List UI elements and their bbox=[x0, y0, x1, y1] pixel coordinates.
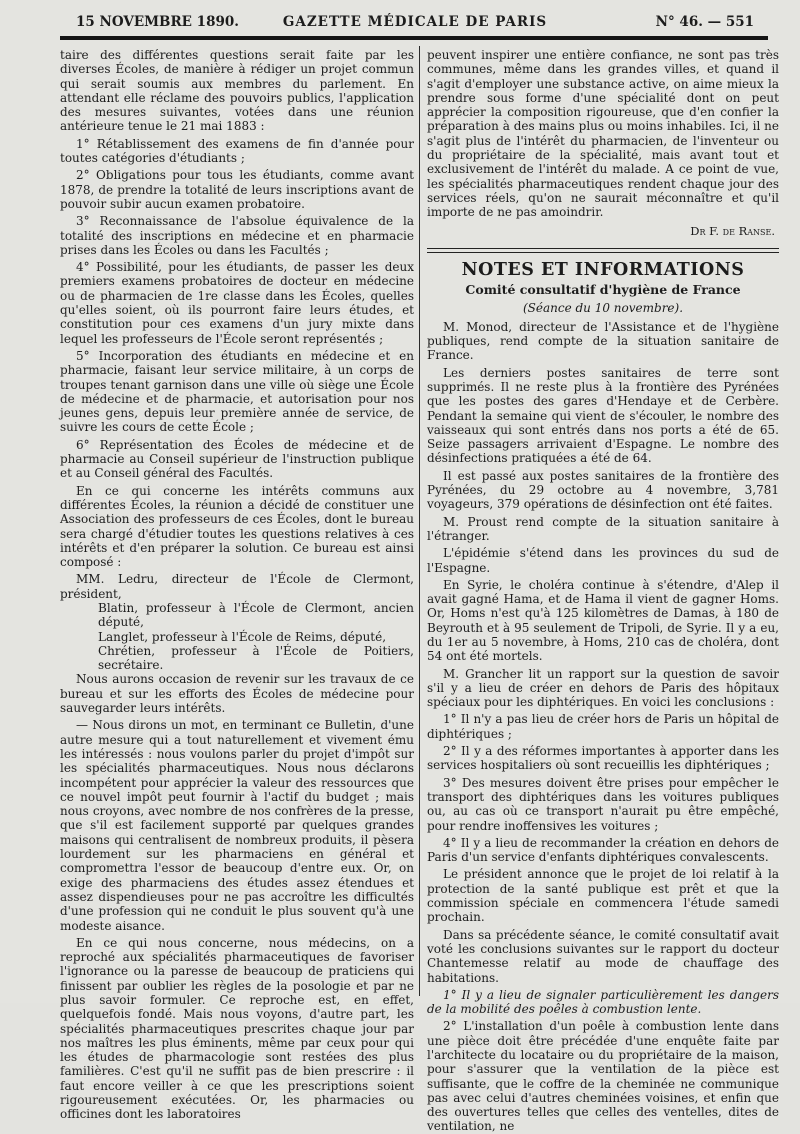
bulletin-paragraph: — Nous dirons un mot, en terminant ce Bulletin, d'une autre mesure qui a tout naturellement et vivement ému les intéressés : nous voulons parler du projet d'impôt sur les spécialités pharmaceutiques. Nous nous déclarons incompétent pour apprécier la valeur des ressources que ce nouvel impôt peut fournir à l'actif du budget ; mais nous croyons, avec nombre de nos confrères de la presse, que s'il est facilement supporté par quelques grandes maisons qui centralisent de nombreux produits, il pèsera lourdement sur les pharmaciens en général et compromettra l'essor de beaucoup d'entre eux. Or, on exige des pharmaciens des études assez étendues et assez dispendieuses pour ne pas accroître les difficultés d'une profession qui ne conduit le plus souvent qu'à une modeste aisance. bbox=[60, 718, 414, 933]
report-paragraph: Les derniers postes sanitaires de terre sont supprimés. Il ne reste plus à la frontière des Pyrénées que les postes des gares d'Hendaye et de Cerbère. Pendant la semaine qui vient de s'écouler, le nombre des vaisseaux qui sont entrés dans nos ports a été de 65. Seize passagers arrivaient d'Espagne. Le nombre des désinfections pratiquées a été de 64. bbox=[427, 365, 779, 466]
report-paragraph: L'épidémie s'étend dans les provinces du sud de l'Espagne. bbox=[427, 546, 779, 575]
report-paragraph: Dans sa précédente séance, le comité consultatif avait voté les conclusions suivantes sur le rapport du docteur Chantemesse relatif au mode de chauffage des habitations. bbox=[427, 927, 779, 985]
report-paragraph: Le président annonce que le projet de loi relatif à la protection de la santé publique est prêt et que la commission spéciale en commencera l'étude samedi prochain. bbox=[427, 867, 779, 925]
author-signature: Dr F. de Ranse. bbox=[690, 223, 775, 238]
intro-paragraph: taire des différentes questions serait faite par les diverses Écoles, de manière à rédiger un projet commun qui serait soumis aux membres du parlement. En attendant elle réclame des pouvoirs publics, l'application des mesures suivantes, votées dans une réunion antérieure tenue le 21 mai 1883 : bbox=[60, 48, 414, 134]
bureau-member: Chrétien, professeur à l'École de Poitiers, secrétaire. bbox=[98, 643, 414, 673]
section-subtitle: Comité consultatif d'hygiène de France bbox=[465, 282, 741, 298]
conclusion-item: 3° Des mesures doivent être prises pour empêcher le transport des diphtériques dans les voitures publiques ou, au cas où ce transport n'aurait pu être empêché, pour rendre inoffensives les voitures ; bbox=[427, 775, 779, 833]
header-title: GAZETTE MÉDICALE DE PARIS bbox=[282, 14, 548, 30]
page-header bbox=[70, 8, 760, 30]
measure-item: 4° Possibilité, pour les étudiants, de passer les deux premiers examens probatoires de docteur en médecine ou de pharmacien de 1re classe dans les Écoles, quelles qu'elles soient, où ils pourront faire leurs études, et constitution pour ces examens d'un jury mixte dans lequel les professeurs de l'École seront représentés ; bbox=[60, 260, 414, 346]
bureau-member: Langlet, professeur à l'École de Reims, député, bbox=[98, 629, 387, 644]
measure-item: 1° Rétablissement des examens de fin d'année pour toutes catégories d'étudiants ; bbox=[60, 136, 414, 166]
bureau-member: MM. Ledru, directeur de l'École de Clermont, président, bbox=[60, 572, 414, 601]
doctors-paragraph: En ce qui nous concerne, nous médecins, on a reproché aux spécialités pharmaceutiques de favoriser l'ignorance ou la paresse de beaucoup de praticiens qui finissent par oublier les règles de la posologie et par ne plus savoir formuler. Ce reproche est, en effet, quelquefois fondé. Mais nous voyons, d'autre part, les spécialités pharmaceutiques prescrites chaque jour par nos maîtres les plus éminents, même par ceux pour qui les études de pharmacologie sont restées des plus familières. C'est qu'il ne suffit pas de bien prescrire : il faut encore veiller à ce que les prescriptions soient rigoureusement exécutées. Or, les pharmacies ou officines dont les laboratoires bbox=[60, 935, 414, 1122]
section-separator bbox=[427, 248, 779, 253]
association-paragraph: En ce qui concerne les intérêts communs aux différentes Écoles, la réunion a décidé de constituer une Association des professeurs de ces Écoles, dont le bureau sera chargé d'étudier toutes les questions relatives à ces intérêts et d'en préparer la solution. Ce bureau est ainsi composé : bbox=[60, 483, 414, 570]
measure-item: 3° Reconnaissance de l'absolue équivalence de la totalité des inscriptions en médecine et en pharmacie prises dans les Écoles ou dans les Facultés ; bbox=[60, 214, 414, 257]
conclusion-item: 2° Il y a des réformes importantes à apporter dans les services hospitaliers où sont recueillis les diphtériques ; bbox=[427, 744, 779, 773]
report-paragraph: M. Grancher lit un rapport sur la question de savoir s'il y a lieu de créer en dehors de Paris des hôpitaux spéciaux pour les diphtériques. En voici les conclusions : bbox=[427, 666, 779, 710]
header-rule bbox=[60, 36, 768, 40]
follow-up-paragraph: Nous aurons occasion de revenir sur les travaux de ce bureau et sur les efforts des Écoles de médecine pour sauvegarder leurs intérêts. bbox=[60, 672, 414, 716]
report-paragraph: Il est passé aux postes sanitaires de la frontière des Pyrénées, du 29 octobre au 4 novembre, 3,781 voyageurs, 379 opérations de désinfection ont été faites. bbox=[427, 468, 779, 512]
right-column bbox=[427, 48, 779, 1134]
left-column bbox=[60, 48, 414, 1122]
measure-item: 5° Incorporation des étudiants en médecine et en pharmacie, faisant leur service militaire, à un corps de troupes tenant garnison dans une ville où siège une École de médecine et de pharmacie, et autorisation pour nos jeunes gens, depuis leur première année de service, de suivre les cours de cette École ; bbox=[60, 348, 414, 435]
section-date-text: (Séance du 10 novembre). bbox=[522, 301, 684, 316]
conclusion-item: 1° Il n'y a pas lieu de créer hors de Paris un hôpital de diphtériques ; bbox=[427, 712, 779, 741]
report-paragraph: En Syrie, le choléra continue à s'étendre, d'Alep il avait gagné Hama, et de Hama il vient de gagner Homs. Or, Homs n'est qu'à 125 kilomètres de Damas, à 180 de Beyrouth et à 95 seulement de Tripoli, de Syrie. Il y a eu, du 1er au 5 novembre, à Homs, 210 cas de choléra, dont 54 ont été mortels. bbox=[427, 577, 779, 664]
report-paragraph: M. Monod, directeur de l'Assistance et de l'hygiène publiques, rend compte de la situation sanitaire de France. bbox=[427, 319, 779, 363]
measure-item: 6° Représentation des Écoles de médecine et de pharmacie au Conseil supérieur de l'instruction publique et au Conseil général des Facultés. bbox=[60, 437, 414, 481]
section-date bbox=[427, 301, 779, 315]
column-divider bbox=[419, 46, 420, 996]
conclusion-item: 4° Il y a lieu de recommander la création en dehors de Paris d'un service d'enfants diphtériques convalescents. bbox=[427, 835, 779, 865]
italic-conclusion: 1° Il y a lieu de signaler particulièrement les dangers de la mobilité des poêles à combustion lente. bbox=[427, 987, 779, 1017]
report-paragraph: M. Proust rend compte de la situation sanitaire à l'étranger. bbox=[427, 514, 779, 543]
final-paragraph: 2° L'installation d'un poêle à combustion lente dans une pièce doit être précédée d'une enquête faite par l'architecte du locataire ou du propriétaire de la maison, pour s'assurer que la ventilation de la pièce est suffisante, que le coffre de la cheminée ne communique pas avec celui d'autres cheminées voisines, et enfin que des ouvertures telles que celles des ventelles, dites de ventilation, ne bbox=[427, 1019, 779, 1134]
bureau-member: Blatin, professeur à l'École de Clermont, ancien député, bbox=[98, 600, 414, 630]
section-title: NOTES ET INFORMATIONS bbox=[461, 259, 745, 280]
measure-item: 2° Obligations pour tous les étudiants, comme avant 1878, de prendre la totalité de leurs inscriptions avant de pouvoir subir aucun examen probatoire. bbox=[60, 168, 414, 211]
header-date: 15 NOVEMBRE 1890. bbox=[76, 14, 239, 30]
header-issue: N° 46. — 551 bbox=[655, 14, 754, 30]
continuation-paragraph: peuvent inspirer une entière confiance, ne sont pas très communes, même dans les grandes villes, et quand il s'agit d'employer une substance active, on aime mieux la prendre sous forme d'une spécialité dont on peut apprécier la composition rigoureuse, que d'en confier la préparation à des mains plus ou moins inhabiles. Ici, il ne s'agit plus de l'intérêt du pharmacien, de l'inventeur ou du propriétaire de la spécialité, mais avant tout et exclusivement de l'intérêt du malade. A ce point de vue, les spécialités pharmaceutiques rendent chaque jour des services réels, qu'on ne saurait méconnaître et qu'il importe de ne pas amoindrir. bbox=[427, 48, 779, 220]
